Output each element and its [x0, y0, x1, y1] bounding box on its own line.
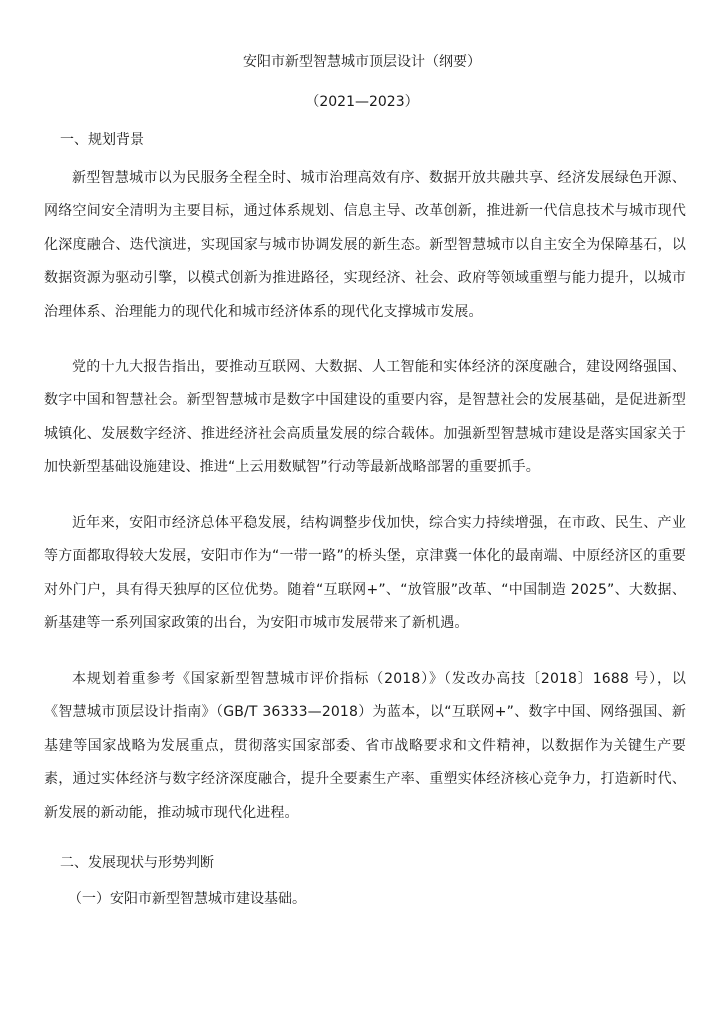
section-heading-background: 一、规划背景: [60, 132, 144, 148]
paragraph-4: 本规划着重参考《国家新型智慧城市评价指标（2018）》（发改办高技〔2018〕1688 号），以《智慧城市顶层设计指南》（GB/T 36333—2018）为蓝本，以“互联网+”、数字中国、网络强国、新基建等国家战略为发展重点，贯彻落实国家部委、省市战略要求和文件精神，以数据作为关键生产要素，通过实体经济与数字经济深度融合，提升全要素生产率、重塑实体经济核心竞争力，打造新时代、新发展的新动能，推动城市现代化进程。: [44, 671, 686, 821]
paragraph-3: 近年来，安阳市经济总体平稳发展，结构调整步伐加快，综合实力持续增强，在市政、民生、产业等方面都取得较大发展，安阳市作为“一带一路”的桥头堡，京津冀一体化的最南端、中原经济区的重要对外门户，具有得天独厚的区位优势。随着“互联网+”、“放管服”改革、“中国制造 2025”、大数据、新基建等一系列国家政策的出台，为安阳市城市发展带来了新机遇。: [44, 515, 686, 632]
paragraph-1: 新型智慧城市以为民服务全程全时、城市治理高效有序、数据开放共融共享、经济发展绿色开源、网络空间安全清明为主要目标，通过体系规划、信息主导、改革创新，推进新一代信息技术与城市现代化深度融合、迭代演进，实现国家与城市协调发展的新生态。新型智慧城市以自主安全为保障基石，以数据资源为驱动引擎，以模式创新为推进路径，实现经济、社会、政府等领域重塑与能力提升，以城市治理体系、治理能力的现代化和城市经济体系的现代化支撑城市发展。: [44, 170, 686, 320]
document-title: 安阳市新型智慧城市顶层设计（纲要）: [243, 54, 481, 70]
section-heading-status: 二、发展现状与形势判断: [60, 855, 214, 871]
document-years: （2021—2023）: [305, 94, 419, 110]
paragraph-2: 党的十九大报告指出，要推动互联网、大数据、人工智能和实体经济的深度融合，建设网络强国、数字中国和智慧社会。新型智慧城市是数字中国建设的重要内容，是智慧社会的发展基础，是促进新型城镇化、发展数字经济、推进经济社会高质量发展的综合载体。加强新型智慧城市建设是落实国家关于加快新型基础设施建设、推进“上云用数赋智”行动等最新战略部署的重要抓手。: [44, 359, 686, 476]
subsection-heading: （一）安阳市新型智慧城市建设基础。: [68, 891, 306, 907]
